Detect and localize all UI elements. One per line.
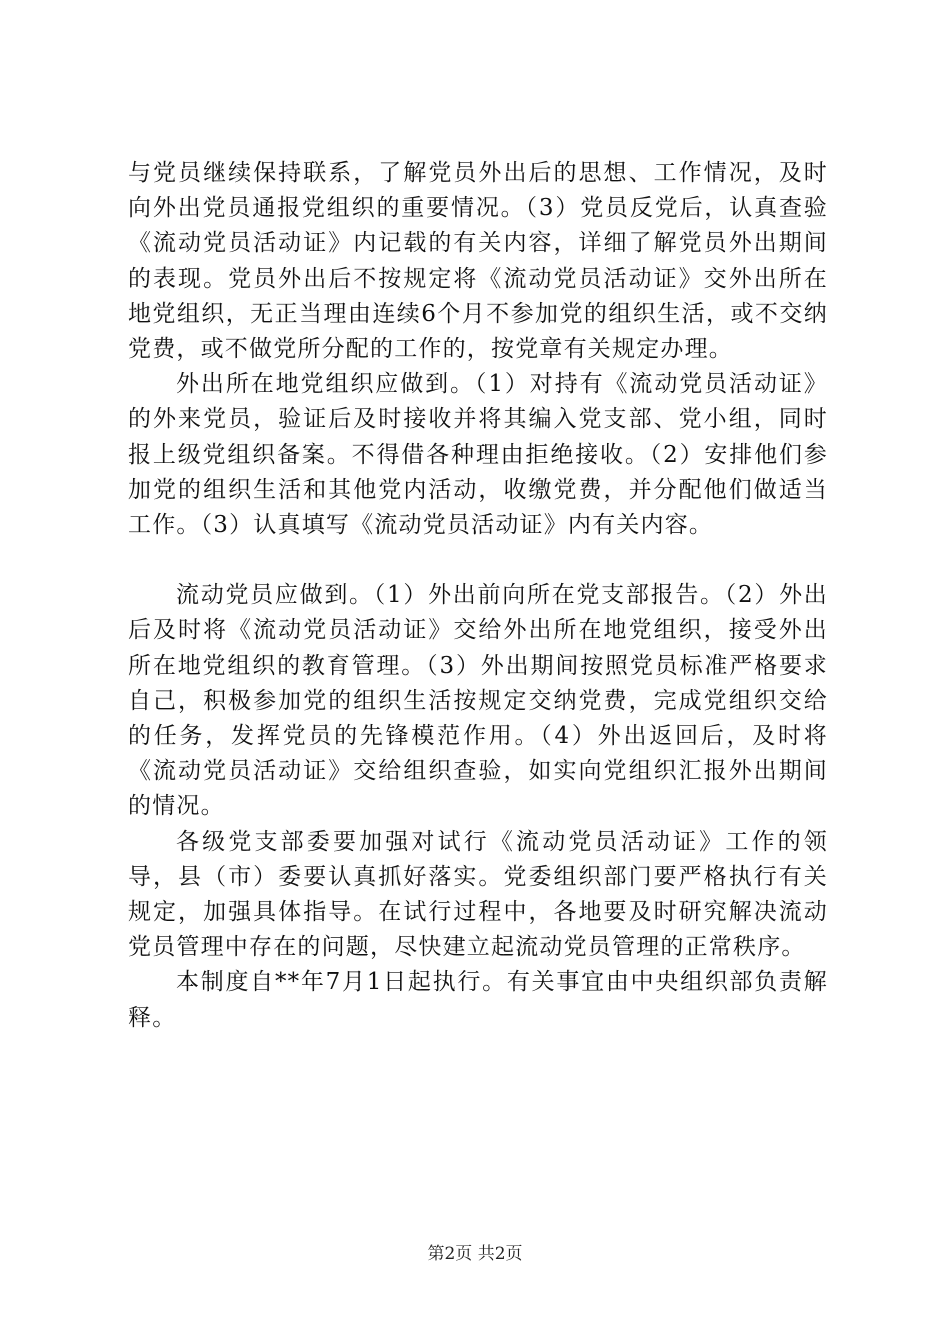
paragraph-continuation: 与党员继续保持联系，了解党员外出后的思想、工作情况，及时向外出党员通报党组织的重要情况。（3）党员反党后，认真查验《流动党员活动证》内记载的有关内容，详细了解党员外出期间的表现。党员外出后不按规定将《流动党员活动证》交外出所在地党组织，无正当理由连续6个月不参加党的组织生活，或不交纳党费，或不做党所分配的工作的，按党章有关规定办理。 [128, 160, 828, 363]
paragraph-host-organization-duties: 外出所在地党组织应做到。（1）对持有《流动党员活动证》的外来党员，验证后及时接收并将其编入党支部、党小组，同时报上级党组织备案。不得借各种理由拒绝接收。（2）安排他们参加党的组织生活和其他党内活动，收缴党费，并分配他们做适当工作。（3）认真填写《流动党员活动证》内有关内容。 [128, 371, 828, 539]
paragraph-mobile-member-duties: 流动党员应做到。（1）外出前向所在党支部报告。（2）外出后及时将《流动党员活动证》交给外出所在地党组织，接受外出所在地党组织的教育管理。（3）外出期间按照党员标准严格要求自己，积极参加党的组织生活按规定交纳党费，完成党组织交给的任务，发挥党员的先锋模范作用。（4）外出返回后，及时将《流动党员活动证》交给组织查验，如实向党组织汇报外出期间的情况。 [128, 582, 828, 820]
document-body [128, 156, 828, 1036]
paragraph-leadership-requirements: 各级党支部委要加强对试行《流动党员活动证》工作的领导，县（市）委要认真抓好落实。党委组织部门要严格执行有关规定，加强具体指导。在试行过程中，各地要及时研究解决流动党员管理中存在的问题，尽快建立起流动党员管理的正常秩序。 [128, 828, 828, 961]
paragraph-effective-date: 本制度自**年7月1日起执行。有关事宜由中央组织部负责解释。 [128, 969, 828, 1031]
page-number-footer: 第2页 共2页 [427, 1244, 523, 1264]
